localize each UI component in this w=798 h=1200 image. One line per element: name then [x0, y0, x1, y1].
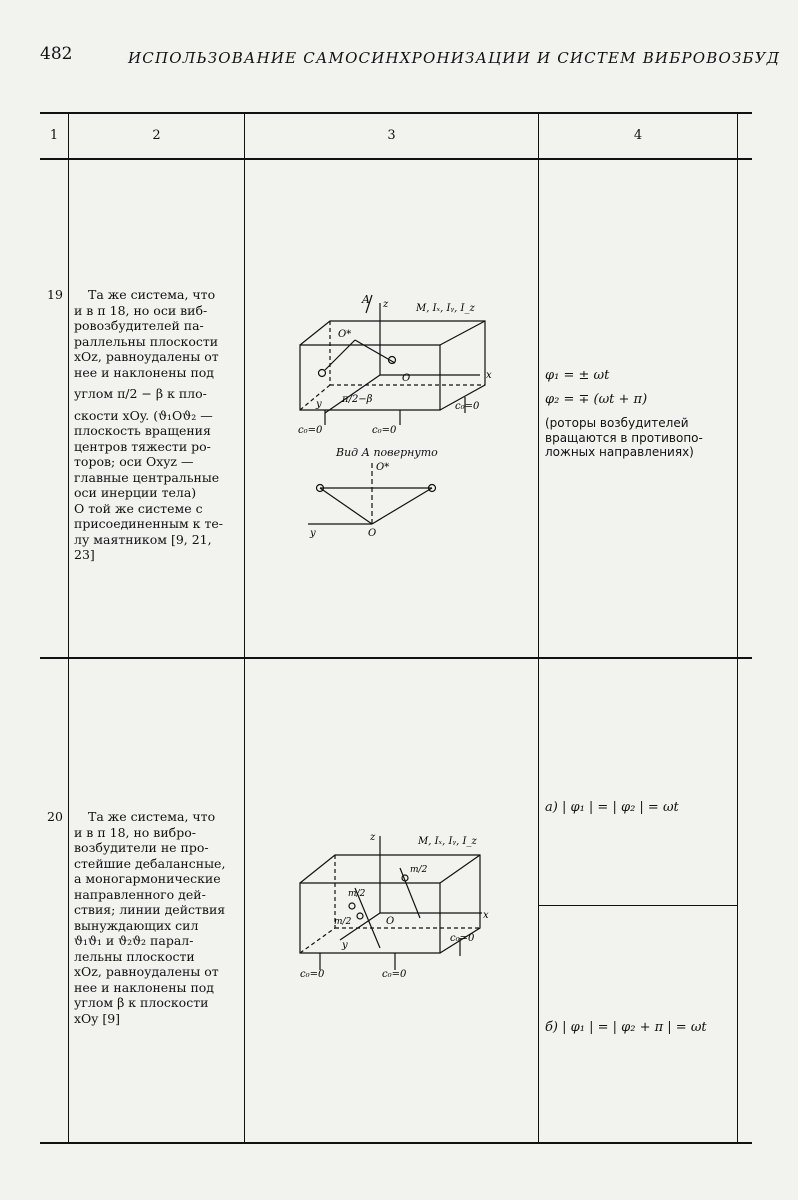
figure-20-m2-c: m/2: [334, 917, 352, 927]
figure-20-params-label: M, Iₓ, Iᵧ, I_z: [418, 836, 477, 847]
running-title: ИСПОЛЬЗОВАНИЕ САМОСИНХРОНИЗАЦИИ И СИСТЕМ ВИБРОВОЗБУД: [128, 49, 781, 67]
figure-20-m2-b: m/2: [348, 889, 366, 899]
figure-19-c0-left: c₀=0: [298, 425, 323, 435]
figure-19-x-label: x: [486, 370, 492, 381]
view-ostar-label: O*: [376, 462, 390, 473]
column-header-1: 1: [49, 128, 59, 143]
figure-19-view-label: A: [362, 293, 370, 306]
figure-19-params-label: M, Iₓ, Iᵧ, I_z: [416, 303, 475, 314]
column-rule-1: [68, 113, 69, 1143]
row-number: 19: [47, 287, 63, 302]
column-header-3: 3: [387, 128, 396, 143]
figure-19-c0-mid: c₀=0: [372, 425, 397, 435]
figure-19-y-label: y: [316, 399, 322, 410]
row-description: Та же система, что и в п 18, но вибро- возбудители не про- стейшие дебалансные, а моногармонические направленного дей- ствия; линии действия вынуждающих сил ϑ₁ϑ₁ и ϑ₂ϑ₂ парал- лельны плоскости xOz, равноудалены от нее и наклонены под углом β к плоскости xOy [9]: [74, 809, 226, 1026]
view-o-label: O: [368, 528, 377, 538]
figure-20-c0-mid: c₀=0: [382, 969, 407, 980]
formula-phi2: φ₂ = ∓ (ωt + π): [545, 392, 648, 407]
figure-19-ostar-label: O*: [338, 329, 352, 340]
table-top-rule: [40, 112, 752, 114]
page-number: 482: [40, 44, 73, 64]
column-header-4: 4: [633, 128, 643, 143]
row-description: Та же система, что и в п 18, но оси виб- ровозбудителей па- раллельны плоскости xOz, равноудалены от нее и наклонены под углом π/2 − β к пло- скости xOy. (ϑ₁Oϑ₂ — плоскость вращения центров тяжести ро- торов; оси Oxyz — главные центральные оси инерции тела) О той же системе с присоединенным к те- лу маятником [9, 21, 23]: [74, 287, 223, 562]
figure-20-o-label: O: [386, 916, 395, 927]
header-bottom-rule: [40, 158, 752, 160]
column-rule-4: [737, 113, 738, 1143]
figure-20-m2-a: m/2: [410, 865, 428, 875]
figure-19-c0-right: c₀=0: [455, 401, 480, 412]
view-y-label: y: [310, 528, 316, 538]
formula-phi1: φ₁ = ± ωt: [545, 368, 610, 383]
figure-19-o-label: O: [402, 373, 411, 384]
subcell-divider: [538, 905, 737, 906]
figure-20-x-label: x: [483, 910, 489, 921]
figure-20-y-label: y: [342, 940, 348, 951]
figure-20-c0-right: c₀=0: [450, 933, 475, 944]
figure-20-z-label: z: [370, 832, 376, 843]
column-rule-3: [538, 113, 539, 1143]
case-b-formula: б) | φ₁ | = | φ₂ + π | = ωt: [545, 1020, 707, 1035]
column-rule-2: [244, 113, 245, 1143]
rotor-note: (роторы возбудителей вращаются в противопо- ложных направлениях): [545, 416, 703, 459]
row-divider: [40, 657, 752, 659]
figure-20-box: [290, 828, 500, 983]
figure-20-c0-left: c₀=0: [300, 969, 325, 980]
figure-19-angle-label: π/2−β: [342, 394, 373, 405]
figure-19-z-label: z: [383, 299, 389, 310]
row-number: 20: [47, 809, 63, 824]
view-caption: Вид А повернуто: [336, 446, 438, 459]
column-header-2: 2: [152, 128, 161, 143]
case-a-formula: а) | φ₁ | = | φ₂ | = ωt: [545, 800, 679, 815]
table-bottom-rule: [40, 1142, 752, 1144]
figure-19-box: [280, 285, 510, 435]
figure-19-view: [300, 458, 450, 538]
